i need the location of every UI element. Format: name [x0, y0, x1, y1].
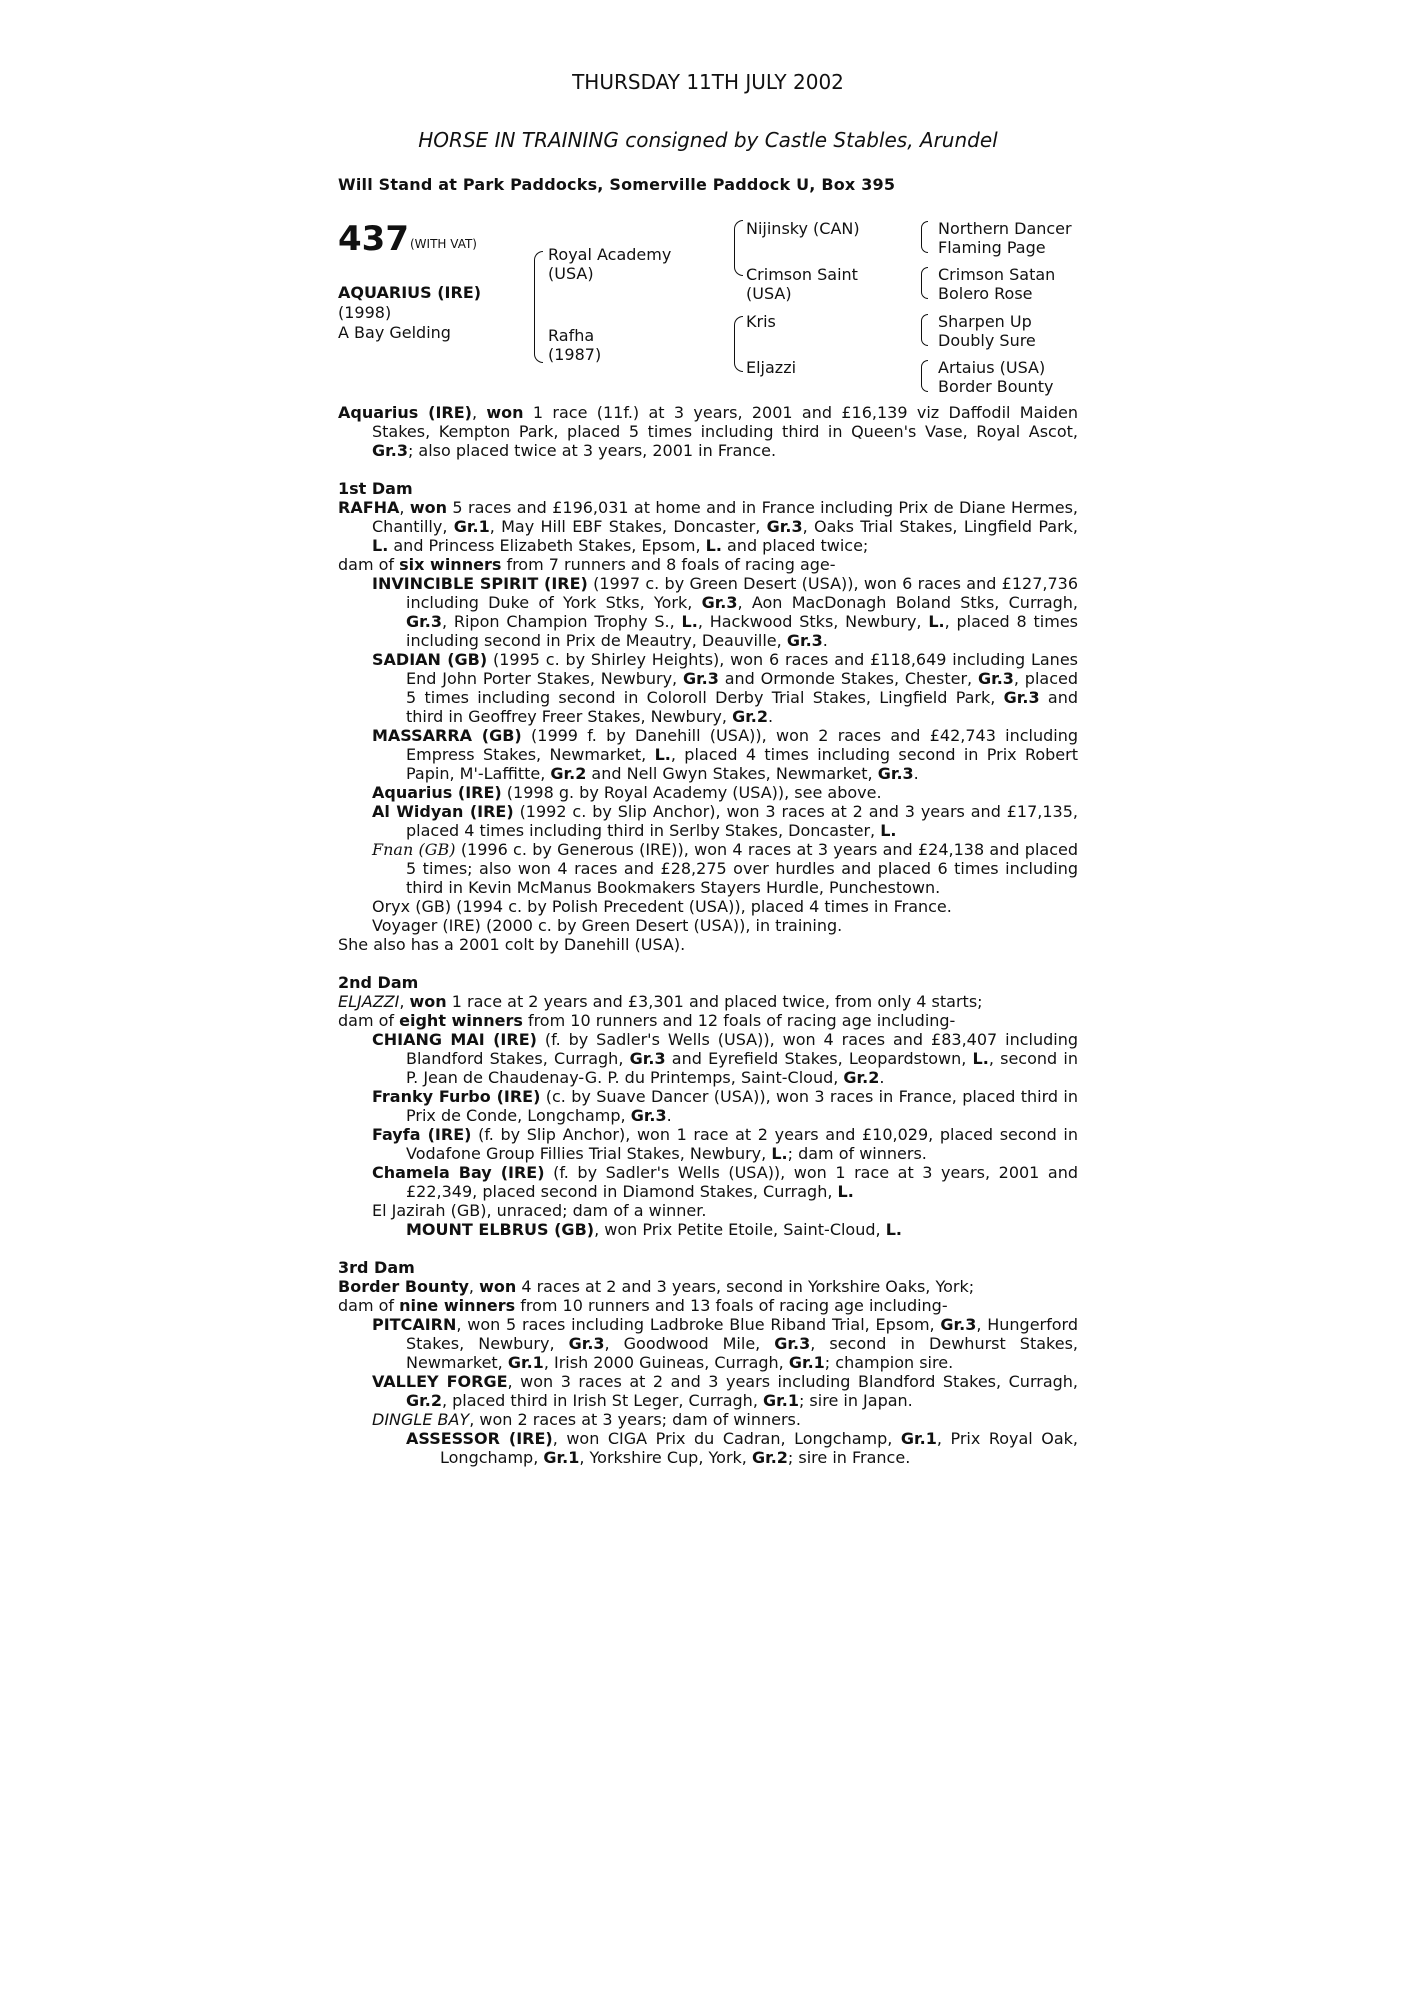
horse-description: A Bay Gelding [338, 323, 451, 342]
pedigree-brace-7 [921, 360, 928, 392]
bold-run: Gr.2 [550, 764, 587, 783]
text-run: She also has a 2001 colt by Danehill (USA). [338, 935, 686, 954]
bold-run: Gr.3 [940, 1315, 977, 1334]
bold-run: Gr.1 [453, 517, 490, 536]
text-run: and third in Geoffrey Freer Stakes, Newbury, [406, 688, 1079, 726]
catalogue-body [338, 403, 1078, 1467]
dam-sire: Kris [746, 312, 776, 331]
dam-dam: Eljazzi [746, 358, 797, 377]
produce-entry [338, 1125, 1078, 1163]
dam-line [338, 555, 1078, 574]
text-run: , second in Dewhurst Stakes, Newmarket, [406, 1334, 1078, 1372]
bold-run: L. [928, 612, 945, 631]
produce-entry [338, 1372, 1078, 1410]
produce-entry [338, 650, 1078, 726]
text-run: , Aon MacDonagh Boland Stks, Curragh, [737, 593, 1079, 612]
ggp-2: Flaming Page [938, 238, 1046, 257]
bold-run: CHIANG MAI (IRE) [372, 1030, 537, 1049]
bold-run: L. [880, 821, 897, 840]
lot-number: 437 [338, 219, 409, 259]
text-run: , won Prix Petite Etoile, Saint-Cloud, [594, 1220, 886, 1239]
produce-entry [338, 897, 1078, 916]
bold-run: MASSARRA (GB) [372, 726, 522, 745]
bold-run: Gr.1 [788, 1353, 825, 1372]
text-run: , Oaks Trial Stakes, Lingfield Park, [802, 517, 1079, 536]
text-run: from 10 runners and 13 foals of racing age including- [515, 1296, 948, 1315]
bold-run: Gr.1 [543, 1448, 580, 1467]
bold-run: Gr.1 [763, 1391, 799, 1410]
ggp-8: Border Bounty [938, 377, 1054, 396]
sire-dam-name: Crimson Saint [746, 265, 858, 284]
ggp-5: Sharpen Up [938, 312, 1032, 331]
text-run: and placed twice; [721, 536, 869, 555]
text-run: Voyager (IRE) (2000 c. by Green Desert (USA)), in training. [372, 916, 843, 935]
text-run: . [913, 764, 919, 783]
dam-line [338, 935, 1078, 954]
text-run: 1 race at 2 years and £3,301 and placed twice, from only 4 starts; [446, 992, 983, 1011]
text-run: ; champion sire. [824, 1353, 954, 1372]
bold-run: Gr.3 [774, 1334, 811, 1353]
text-run: dam of [338, 1296, 400, 1315]
bold-run: Aquarius (IRE) [338, 403, 472, 422]
bold-run: L. [837, 1182, 854, 1201]
bold-run: L. [771, 1144, 788, 1163]
bold-run: Gr.3 [977, 669, 1014, 688]
text-run: (1997 c. by Green Desert (USA)), won 6 races and £127,736 including Duke of York Stks, York, [406, 574, 1078, 612]
bold-run: ASSESSOR (IRE) [406, 1429, 553, 1448]
pedigree-brace-1 [534, 251, 543, 363]
bold-run: Gr.1 [507, 1353, 544, 1372]
dam-line [338, 1277, 1078, 1296]
bold-run: SADIAN (GB) [372, 650, 488, 669]
bold-run: Gr.2 [732, 707, 769, 726]
bold-run: L. [885, 1220, 902, 1239]
text-run: El Jazirah (GB), unraced; dam of a winner. [372, 1201, 707, 1220]
bold-run: Gr.3 [766, 517, 803, 536]
text-run: 4 races at 2 and 3 years, second in Yorkshire Oaks, York; [516, 1277, 975, 1296]
bold-run: Gr.2 [843, 1068, 880, 1087]
produce-entry [338, 1163, 1078, 1201]
bold-run: six winners [399, 555, 502, 574]
pedigree-table [338, 215, 1078, 405]
bold-run: won [409, 992, 447, 1011]
text-run: Fnan (GB) [372, 840, 456, 859]
text-run: , placed third in Irish St Leger, Curragh, [441, 1391, 763, 1410]
produce-entry [338, 574, 1078, 650]
text-run: (1996 c. by Generous (IRE)), won 4 races at 3 years and £24,138 and placed 5 times; also won 4 races and £28,275 over hurdles and placed 6 times including third in Kevin McManus Bookmakers Stayers Hurdle, Punchestown. [406, 840, 1078, 897]
text-run: ELJAZZI [338, 992, 400, 1011]
text-run: ; sire in Japan. [798, 1391, 913, 1410]
pedigree-brace-6 [921, 314, 928, 346]
sire-origin: (USA) [548, 264, 594, 283]
text-run: , Yorkshire Cup, York, [579, 1448, 752, 1467]
bold-run: nine winners [399, 1296, 516, 1315]
bold-run: Gr.3 [629, 1049, 666, 1068]
horse-summary [338, 403, 1078, 460]
text-run: , Irish 2000 Guineas, Curragh, [543, 1353, 789, 1372]
bold-run: eight winners [399, 1011, 523, 1030]
bold-run: Gr.1 [900, 1429, 937, 1448]
dam-line [338, 992, 1078, 1011]
produce-entry [338, 1429, 1078, 1467]
text-run: Oryx (GB) (1994 c. by Polish Precedent (USA)), placed 4 times in France. [372, 897, 952, 916]
pedigree-brace-2 [734, 220, 743, 276]
stand-location: Will Stand at Park Paddocks, Somerville Paddock U, Box 395 [338, 175, 896, 194]
bold-run: Gr.3 [701, 593, 738, 612]
text-run: , [471, 403, 487, 422]
bold-run: Border Bounty [338, 1277, 469, 1296]
bold-run: L. [654, 745, 671, 764]
bold-run: won [486, 403, 524, 422]
text-run: , won CIGA Prix du Cadran, Longchamp, [552, 1429, 901, 1448]
text-run: , Prix Royal Oak, Longchamp, [440, 1429, 1079, 1467]
text-run: (c. by Suave Dancer (USA)), won 3 races in France, placed third in Prix de Conde, Longchamp, [406, 1087, 1078, 1125]
bold-run: Franky Furbo (IRE) [372, 1087, 541, 1106]
horse-year: (1998) [338, 303, 392, 322]
dam-year: (1987) [548, 345, 602, 364]
consignment-line: HORSE IN TRAINING consigned by Castle Stables, Arundel [418, 128, 998, 152]
text-run: , [399, 992, 410, 1011]
dam-line [338, 498, 1078, 555]
pedigree-brace-4 [921, 221, 928, 253]
produce-entry [338, 802, 1078, 840]
text-run: (1998 g. by Royal Academy (USA)), see above. [501, 783, 882, 802]
produce-entry [338, 1220, 1078, 1239]
text-run: , won 3 races at 2 and 3 years including Blandford Stakes, Curragh, [507, 1372, 1079, 1391]
text-run: (f. by Sadler's Wells (USA)), won 1 race at 3 years, 2001 and £22,349, placed second in Diamond Stakes, Curragh, [406, 1163, 1078, 1201]
bold-run: Gr.3 [877, 764, 914, 783]
text-run: dam of [338, 555, 400, 574]
text-run: from 7 runners and 8 foals of racing age- [501, 555, 836, 574]
text-run: , Hackwood Stks, Newbury, [697, 612, 929, 631]
bold-run: Gr.3 [630, 1106, 667, 1125]
text-run: dam of [338, 1011, 400, 1030]
text-run: , won 2 races at 3 years; dam of winners. [469, 1410, 801, 1429]
second-dam-section [338, 992, 1078, 1239]
bold-run: VALLEY FORGE [372, 1372, 508, 1391]
bold-run: won [479, 1277, 517, 1296]
text-run: . [666, 1106, 672, 1125]
produce-entry [338, 1201, 1078, 1220]
bold-run: INVINCIBLE SPIRIT (IRE) [372, 574, 588, 593]
bold-run: Gr.2 [406, 1391, 442, 1410]
text-run: . [768, 707, 774, 726]
text-run: from 10 runners and 12 foals of racing age including- [522, 1011, 956, 1030]
text-run: , won 5 races including Ladbroke Blue Riband Trial, Epsom, [456, 1315, 941, 1334]
text-run: 1 race (11f.) at 3 years, 2001 and £16,139 viz Daffodil Maiden Stakes, Kempton Park, placed 5 times including third in Queen's Vase, Royal Ascot, [372, 403, 1079, 441]
produce-entry [338, 1087, 1078, 1125]
text-run: and Princess Elizabeth Stakes, Epsom, [388, 536, 706, 555]
text-run: (f. by Sadler's Wells (USA)), won 4 races and £83,407 including Blandford Stakes, Curragh, [406, 1030, 1078, 1068]
text-run: . [822, 631, 828, 650]
text-run: , placed 4 times including second in Prix Robert Papin, M'-Laffitte, [406, 745, 1078, 783]
third-dam-heading: 3rd Dam [338, 1258, 415, 1277]
dam-line [338, 1011, 1078, 1030]
horse-name: AQUARIUS (IRE) [338, 283, 482, 302]
produce-entry [338, 1315, 1078, 1372]
bold-run: Gr.3 [372, 441, 408, 460]
second-dam-heading: 2nd Dam [338, 973, 419, 992]
bold-run: Al Widyan (IRE) [372, 802, 514, 821]
sire-sire: Nijinsky (CAN) [746, 219, 860, 238]
produce-entry [338, 1030, 1078, 1087]
bold-run: won [409, 498, 448, 517]
bold-run: Gr.3 [682, 669, 719, 688]
text-run: , second in P. Jean de Chaudenay-G. P. du Printemps, Saint-Cloud, [406, 1049, 1078, 1087]
sire-dam-origin: (USA) [746, 284, 792, 303]
bold-run: PITCAIRN [372, 1315, 457, 1334]
bold-run: Aquarius (IRE) [372, 783, 502, 802]
text-run: , [468, 1277, 480, 1296]
sire-name: Royal Academy [548, 245, 672, 264]
text-run: ; also placed twice at 3 years, 2001 in France. [407, 441, 777, 460]
produce-entry [338, 840, 1078, 897]
ggp-6: Doubly Sure [938, 331, 1036, 350]
text-run: . [879, 1068, 885, 1087]
bold-run: Chamela Bay (IRE) [372, 1163, 545, 1182]
ggp-7: Artaius (USA) [938, 358, 1046, 377]
text-run: 5 races and £196,031 at home and in France including Prix de Diane Hermes, Chantilly, [372, 498, 1078, 536]
text-run: DINGLE BAY [372, 1410, 470, 1429]
text-run: and Nell Gwyn Stakes, Newmarket, [586, 764, 878, 783]
produce-entry [338, 916, 1078, 935]
pedigree-brace-3 [734, 316, 743, 372]
bold-run: L. [972, 1049, 989, 1068]
text-run: , Hungerford Stakes, Newbury, [406, 1315, 1078, 1353]
text-run: ; sire in France. [787, 1448, 911, 1467]
sale-date: THURSDAY 11TH JULY 2002 [572, 70, 844, 94]
produce-entry [338, 726, 1078, 783]
text-run: , Goodwood Mile, [604, 1334, 775, 1353]
text-run: , placed 8 times including second in Prix de Meautry, Deauville, [406, 612, 1079, 650]
text-run: , May Hill EBF Stakes, Doncaster, [489, 517, 767, 536]
text-run: , Ripon Champion Trophy S., [441, 612, 682, 631]
text-run: and Eyrefield Stakes, Leopardstown, [665, 1049, 973, 1068]
first-dam-section [338, 498, 1078, 954]
ggp-4: Bolero Rose [938, 284, 1033, 303]
vat-note: (WITH VAT) [410, 237, 477, 251]
text-run: (1995 c. by Shirley Heights), won 6 races and £118,649 including Lanes End John Porter Stakes, Newbury, [406, 650, 1078, 688]
produce-entry [338, 783, 1078, 802]
pedigree-brace-5 [921, 267, 928, 299]
text-run: and Ormonde Stakes, Chester, [718, 669, 978, 688]
text-run: (1999 f. by Danehill (USA)), won 2 races and £42,743 including Empress Stakes, Newmarket, [406, 726, 1079, 764]
dam-line [338, 1296, 1078, 1315]
text-run: , [399, 498, 410, 517]
dam-name: Rafha [548, 326, 595, 345]
text-run: (f. by Slip Anchor), won 1 race at 2 years and £10,029, placed second in Vodafone Group Fillies Trial Stakes, Newbury, [406, 1125, 1078, 1163]
bold-run: Gr.3 [786, 631, 823, 650]
bold-run: MOUNT ELBRUS (GB) [406, 1220, 595, 1239]
bold-run: Gr.3 [406, 612, 442, 631]
bold-run: RAFHA [338, 498, 400, 517]
text-run: ; dam of winners. [787, 1144, 927, 1163]
third-dam-section [338, 1277, 1078, 1467]
bold-run: L. [681, 612, 698, 631]
first-dam-heading: 1st Dam [338, 479, 413, 498]
bold-run: L. [372, 536, 389, 555]
bold-run: Gr.2 [751, 1448, 788, 1467]
text-run: (1992 c. by Slip Anchor), won 3 races at 2 and 3 years and £17,135, placed 4 times including third in Serlby Stakes, Doncaster, [406, 802, 1079, 840]
produce-entry [338, 1410, 1078, 1429]
text-run: , placed 5 times including second in Coloroll Derby Trial Stakes, Lingfield Park, [406, 669, 1079, 707]
bold-run: Fayfa (IRE) [372, 1125, 472, 1144]
bold-run: Gr.3 [568, 1334, 605, 1353]
ggp-3: Crimson Satan [938, 265, 1056, 284]
bold-run: Gr.3 [1003, 688, 1040, 707]
bold-run: L. [705, 536, 722, 555]
ggp-1: Northern Dancer [938, 219, 1072, 238]
